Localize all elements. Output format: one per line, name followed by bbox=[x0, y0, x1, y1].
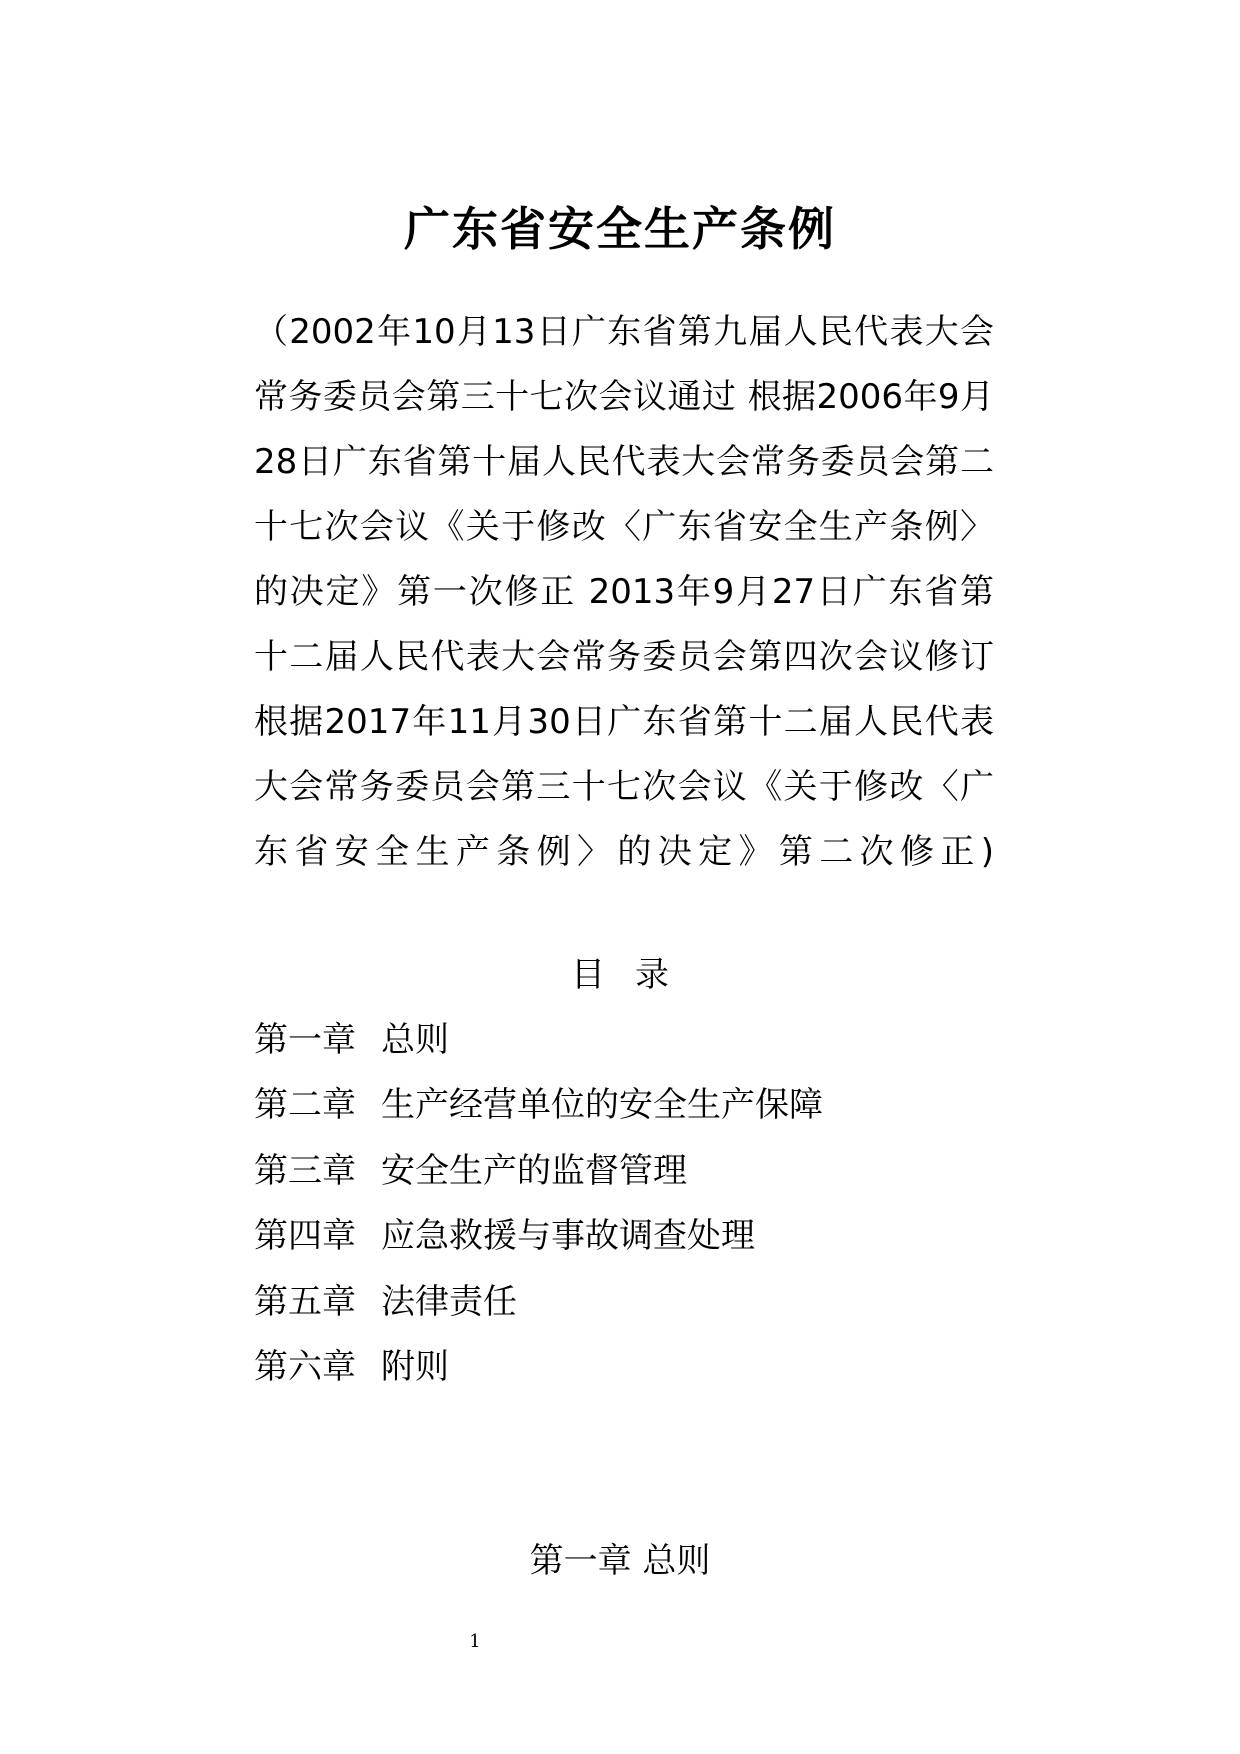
toc-item bbox=[254, 1080, 823, 1145]
preamble-line: 28日广东省第十届人民代表大会常务委员会第二 bbox=[254, 442, 994, 482]
preamble-line: （2002年10月13日广东省第九届人民代表大会 bbox=[254, 312, 994, 352]
toc-chapter-number: 第二章 bbox=[254, 1085, 356, 1126]
toc-chapter-title: 总则 bbox=[381, 1020, 449, 1060]
toc-chapter-number: 第六章 bbox=[254, 1346, 356, 1387]
toc-chapter-number: 第一章 bbox=[254, 1020, 356, 1060]
toc-chapter-title: 生产经营单位的安全生产保障 bbox=[381, 1085, 823, 1126]
preamble-line: 大会常务委员会第三十七次会议《关于修改〈广 bbox=[254, 767, 994, 807]
chapter-heading: 第一章 总则 bbox=[529, 1541, 711, 1581]
preamble-line: 的决定》第一次修正 2013年9月27日广东省第 bbox=[254, 572, 994, 612]
preamble-line: 十二届人民代表大会常务委员会第四次会议修订 bbox=[254, 637, 994, 677]
toc-item bbox=[254, 1342, 823, 1407]
toc-chapter-title: 附则 bbox=[381, 1346, 449, 1387]
toc-item bbox=[254, 1211, 823, 1276]
toc-chapter-title: 安全生产的监督管理 bbox=[381, 1150, 687, 1191]
toc-chapter-title: 应急救援与事故调查处理 bbox=[381, 1216, 755, 1257]
preamble-line: 常务委员会第三十七次会议通过 根据2006年9月 bbox=[254, 377, 994, 417]
toc-item bbox=[254, 1146, 823, 1211]
toc-chapter-number: 第四章 bbox=[254, 1216, 356, 1257]
toc-chapter-number: 第三章 bbox=[254, 1150, 356, 1191]
table-of-contents bbox=[254, 1015, 823, 1407]
toc-heading: 目录 bbox=[571, 955, 699, 995]
document-title: 广东省安全生产条例 bbox=[404, 201, 836, 256]
toc-chapter-number: 第五章 bbox=[254, 1281, 356, 1322]
toc-item bbox=[254, 1277, 823, 1342]
preamble bbox=[254, 300, 994, 885]
preamble-line: 东省安全生产条例〉的决定》第二次修正) bbox=[254, 832, 994, 872]
page-number: 1 bbox=[469, 1631, 481, 1652]
preamble-line: 十七次会议《关于修改〈广东省安全生产条例〉 bbox=[254, 507, 994, 547]
toc-chapter-title: 法律责任 bbox=[381, 1281, 517, 1322]
toc-item bbox=[254, 1015, 823, 1080]
preamble-line: 根据2017年11月30日广东省第十二届人民代表 bbox=[254, 702, 994, 742]
